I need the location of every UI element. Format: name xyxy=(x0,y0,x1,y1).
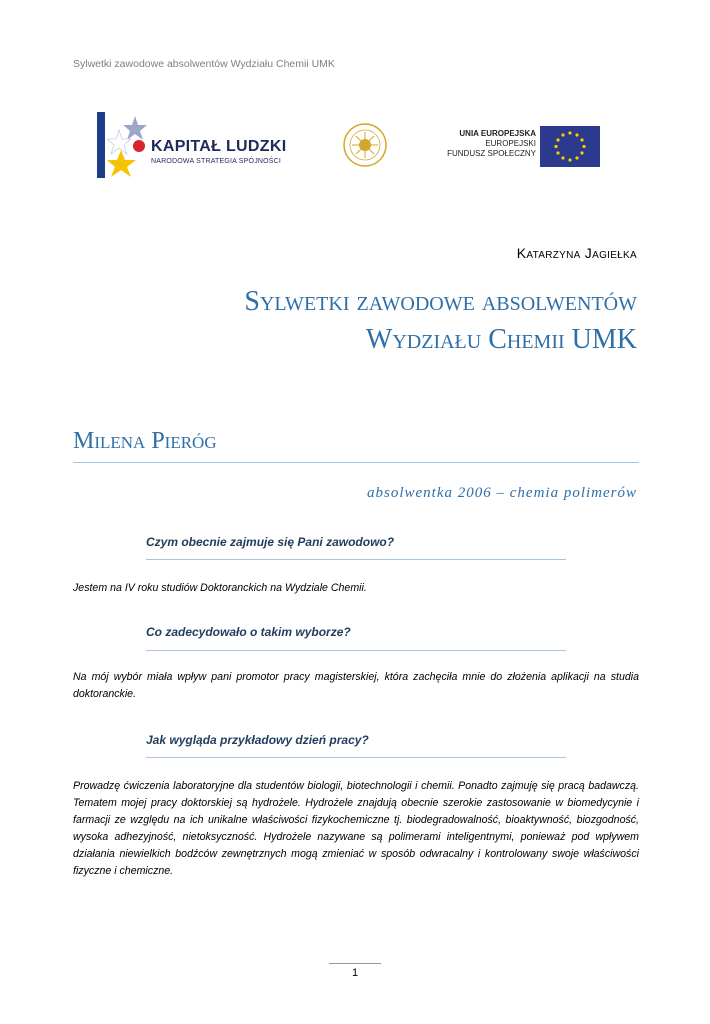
logo-bar xyxy=(0,108,710,188)
answer-2: Na mój wybór miała wpływ pani promotor pracy magisterskiej, która zachęciła mnie do złożenia aplikacji na studia doktoranckie. xyxy=(73,671,639,700)
name-divider xyxy=(73,462,639,463)
kapital-ludzki-logo xyxy=(97,112,297,182)
eu-stars-icon xyxy=(540,126,600,167)
question-3-divider xyxy=(146,757,566,758)
answer-1: Jestem na IV roku studiów Doktoranckich na Wydziale Chemii. xyxy=(73,582,367,594)
document-title-line-2: Wydziału Chemii UMK xyxy=(365,324,637,355)
eu-flag xyxy=(540,126,600,167)
question-1: Czym obecnie zajmuje się Pani zawodowo? xyxy=(146,535,395,549)
question-2-divider xyxy=(146,650,566,651)
running-header: Sylwetki zawodowe absolwentów Wydziału Chemii UMK xyxy=(73,58,335,70)
eu-line-2: EUROPEJSKI xyxy=(485,139,536,148)
person-name: Milena Pieróg xyxy=(73,428,217,454)
kapital-ludzki-subtitle: NARODOWA STRATEGIA SPÓJNOŚCI xyxy=(151,158,282,165)
umk-seal-icon xyxy=(342,122,388,168)
document-title-line-1: Sylwetki zawodowe absolwentów xyxy=(244,286,637,317)
page-number: 1 xyxy=(351,967,359,979)
eu-line-1: UNIA EUROPEJSKA xyxy=(459,129,536,138)
document-title xyxy=(244,283,637,359)
author-name: Katarzyna Jagiełka xyxy=(516,245,637,261)
kapital-ludzki-title: KAPITAŁ LUDZKI xyxy=(151,138,287,155)
question-1-divider xyxy=(146,559,566,560)
question-3: Jak wygląda przykładowy dzień pracy? xyxy=(146,733,369,747)
answer-3: Prowadzę ćwiczenia laboratoryjne dla studentów biologii, biotechnologii i chemii. Ponadto zajmuję się pracą badawczą. Tematem mojej pracy doktorskiej są hydrożele. Hydrożele znajdują obecnie szerokie zastosowanie w biomedycynie i farmacji ze względu na ich unikalne właściwości fizykochemiczne tj. biodegradowalność, bioaktywność, biozgodność, wysoka adhezyjność, nietoksyczność. Hydrożele nazywane są polimerami inteligentnymi, ponieważ pod wpływem działania niewielkich bodźców zewnętrznych mogą zmieniać w sposób odwracalny i kontrolowany swoje właściwości fizyczne i chemiczne. xyxy=(73,780,639,877)
eu-line-3: FUNDUSZ SPOŁECZNY xyxy=(447,149,536,158)
eu-fund-label xyxy=(436,129,536,159)
graduate-info: absolwentka 2006 – chemia polimerów xyxy=(367,485,637,501)
question-2: Co zadecydowało o takim wyborze? xyxy=(146,625,351,639)
footer-divider xyxy=(329,963,381,964)
kapital-ludzki-emblem-icon xyxy=(107,116,149,178)
kapital-ludzki-bar xyxy=(97,112,105,178)
